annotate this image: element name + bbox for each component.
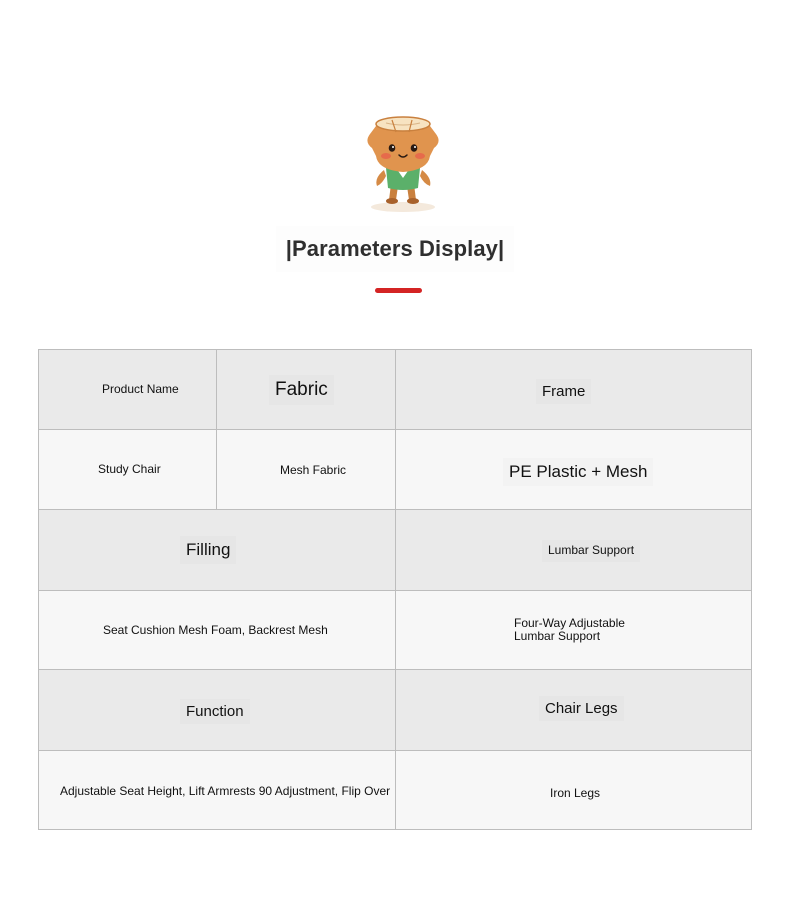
cell-label-filling: Filling (180, 536, 236, 564)
table-cell (396, 510, 751, 591)
table-cell (39, 430, 217, 510)
cell-value-function: Adjustable Seat Height, Lift Armrests 90 Adjustment, Flip Over (60, 784, 391, 798)
cell-label-product-name: Product Name (102, 382, 179, 396)
cell-value-lumbar-line-1: Four-Way Adjustable (514, 616, 625, 630)
cell-value-filling: Seat Cushion Mesh Foam, Backrest Mesh (103, 623, 328, 637)
table-cell (396, 670, 751, 751)
title-underline (375, 288, 422, 293)
cell-value-iron-legs: Iron Legs (550, 786, 601, 800)
cell-label-fabric: Fabric (269, 375, 334, 405)
table-cell (39, 510, 396, 591)
parameters-table (38, 349, 752, 830)
table-cell (396, 751, 751, 829)
page-title: |Parameters Display| (285, 236, 505, 261)
cell-label-frame: Frame (536, 379, 591, 404)
table-cell (396, 430, 751, 510)
cell-value-mesh-fabric: Mesh Fabric (280, 463, 347, 477)
table-cell (39, 350, 217, 430)
cell-value-pe-plastic-mesh: PE Plastic + Mesh (503, 458, 653, 486)
table-cell (217, 350, 396, 430)
table-cell (39, 670, 396, 751)
section-title-box (276, 226, 514, 272)
cell-value-study-chair: Study Chair (98, 462, 161, 476)
table-cell (39, 751, 396, 829)
cell-label-function: Function (180, 699, 250, 724)
table-cell (217, 430, 396, 510)
table-cell (396, 591, 751, 670)
tree-stump-mascot-icon (362, 112, 444, 214)
cell-label-chair-legs: Chair Legs (539, 696, 624, 721)
table-cell (39, 591, 396, 670)
table-cell (396, 350, 751, 430)
cell-value-lumbar-line-2: Lumbar Support (514, 629, 601, 643)
cell-label-lumbar-support: Lumbar Support (542, 540, 640, 562)
